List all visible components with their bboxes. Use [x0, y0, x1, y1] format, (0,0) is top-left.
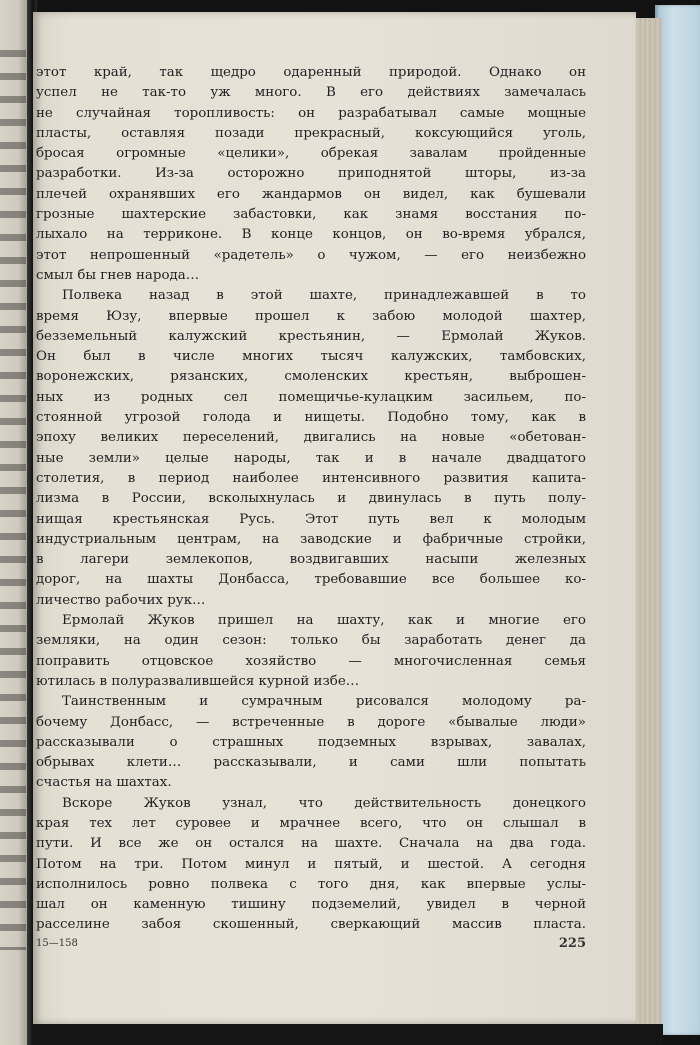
- signature-mark: 15—158: [36, 938, 78, 949]
- text-line: лыхало на терриконе. В конце концов, он во-время убрался,: [36, 227, 586, 243]
- text-line: дорог, на шахты Донбасса, требовавшие все большее ко-: [36, 572, 586, 588]
- text-line: исполнилось ровно полвека с того дня, как впервые услы-: [36, 876, 586, 892]
- text-line: поправить отцовское хозяйство — многочисленная семья: [36, 653, 586, 669]
- text-line: ных из родных сел помещичье-кулацким засильем, по-: [36, 389, 586, 405]
- text-line: грозные шахтерские забастовки, как знамя восстания по-: [36, 207, 586, 223]
- text-line: безземельный калужский крестьянин, — Ермолай Жуков.: [36, 328, 586, 344]
- text-line: ютилась в полуразвалившейся курной избе…: [36, 673, 360, 689]
- text-line: края тех лет суровее и мрачнее всего, что он слышал в: [36, 815, 586, 831]
- text-line: смыл бы гнев народа…: [36, 267, 200, 283]
- text-line: столетия, в период наиболее интенсивного развития капита-: [36, 470, 586, 486]
- text-line: расселине забоя скошенный, сверкающий массив пласта.: [36, 917, 586, 933]
- text-line: не случайная торопливость: он разрабатывал самые мощные: [36, 105, 586, 121]
- text-line: плечей охранявших его жандармов он видел, как бушевали: [36, 186, 586, 202]
- text-line: стоянной угрозой голода и нищеты. Подобно тому, как в: [36, 410, 586, 426]
- text-line: этот край, так щедро одаренный природой. Однако он: [36, 65, 586, 80]
- text-line: успел не так-то уж много. В его действиях замечалась: [36, 85, 586, 101]
- paragraph-first-line: Полвека назад в этой шахте, принадлежавшей в то: [62, 288, 586, 304]
- text-line: индустриальным центрам, на заводские и фабричные стройки,: [36, 531, 586, 547]
- text-line: в лагери землекопов, воздвигавших насыпи железных: [36, 552, 586, 568]
- text-line: бочему Донбасс, — встреченные в дороге «бывалые люди»: [36, 714, 586, 730]
- text-line: бросая огромные «целики», обрекая завалам пройденные: [36, 146, 586, 162]
- text-line: Он был в числе многих тысяч калужских, тамбовских,: [36, 349, 586, 365]
- page-body-text: [36, 63, 586, 936]
- text-line: Потом на три. Потом минул и пятый, и шестой. А сегодня: [36, 856, 586, 872]
- paragraph-first-line: Ермолай Жуков пришел на шахту, как и многие его: [62, 613, 586, 629]
- text-line: счастья на шахтах.: [36, 775, 172, 791]
- paragraph-first-line: Таинственным и сумрачным рисовался молодому ра-: [62, 694, 586, 710]
- paragraph-first-line: Вскоре Жуков узнал, что действительность донецкого: [62, 795, 586, 811]
- text-line: рассказывали о страшных подземных взрывах, завалах,: [36, 734, 586, 750]
- previous-page-edge: [0, 0, 30, 1045]
- text-line: земляки, на один сезон: только бы заработать денег да: [36, 633, 586, 649]
- page-stack-edge: [633, 18, 662, 1024]
- book-bottom-shadow: [33, 1024, 663, 1045]
- text-line: ные земли» целые народы, так и в начале двадцатого: [36, 450, 586, 466]
- text-line: разработки. Из-за осторожно приподнятой шторы, из-за: [36, 166, 586, 182]
- text-line: воронежских, рязанских, смоленских крестьян, выброшен-: [36, 369, 586, 385]
- text-line: этот непрошенный «радетель» о чужом, — его неизбежно: [36, 247, 586, 263]
- text-line: эпоху великих переселений, двигались на новые «обетован-: [36, 430, 586, 446]
- text-line: обрывах клети… рассказывали, и сами шли попытать: [36, 755, 586, 771]
- text-line: личество рабочих рук…: [36, 592, 206, 608]
- previous-page-text-fragment: [0, 50, 26, 950]
- text-line: время Юзу, впервые прошел к забою молодой шахтер,: [36, 308, 586, 324]
- page-footer: [36, 936, 586, 958]
- text-line: пласты, оставляя позади прекрасный, коксующийся уголь,: [36, 125, 586, 141]
- text-line: пути. И все же он остался на шахте. Сначала на два года.: [36, 836, 586, 852]
- text-line: лизма в России, всколыхнулась и двинулась в путь полу-: [36, 491, 586, 507]
- text-line: нищая крестьянская Русь. Этот путь вел к молодым: [36, 511, 586, 527]
- text-line: шал он каменную тишину подземелий, увидел в черной: [36, 897, 586, 913]
- page-number: 225: [558, 936, 586, 951]
